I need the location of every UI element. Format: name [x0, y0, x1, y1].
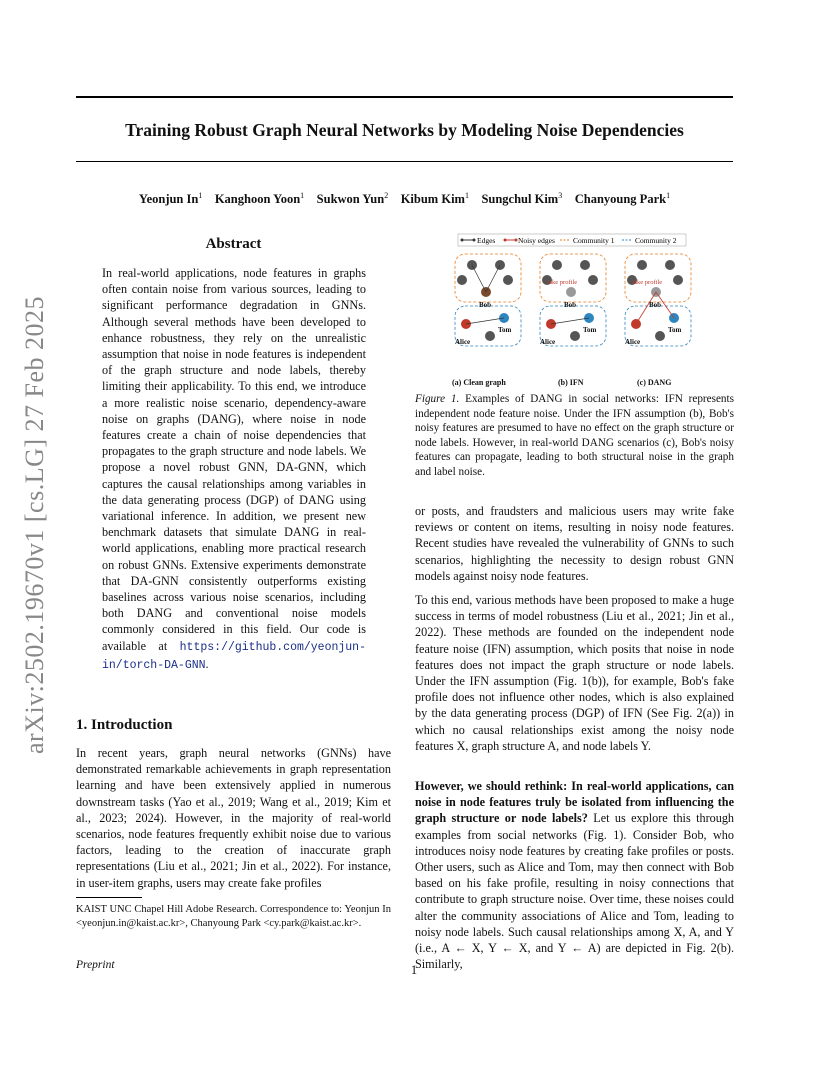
footnote: KAIST UNC Chapel Hill Adobe Research. Correspondence to: Yeonjun In <yeonjun.in@kaist.ac.kr>, Chanyoung Park <cy.park@kaist.ac.kr>. [76, 904, 391, 929]
panel-label-b: (b) IFN [558, 378, 584, 387]
figure-1 [450, 232, 700, 392]
panel-label-a: (a) Clean graph [452, 378, 506, 387]
col2-paragraph-1: or posts, and fraudsters and malicious users may write fake reviews or content on items, resulting in noisy node features. Recent studies have revealed the vulnerability of GNNs to such scenarios, highlighting the necessity to design robust GNN models against noisy node features. [415, 504, 734, 583]
preprint-label: Preprint [76, 959, 115, 971]
author: Kanghoon Yoon [214, 192, 301, 207]
rethink-question: However, we should rethink: In real-world applications, can noise in node features truly be isolated from influencing the graph structure or node labels? [415, 779, 734, 826]
author: Sungchul Kim [481, 192, 559, 207]
svg-text:Bob: Bob [649, 301, 662, 309]
top-rule [76, 96, 733, 98]
section-heading: 1. Introduction [76, 717, 173, 733]
figure-caption: Figure 1. Examples of DANG in social networks: IFN represents independent node feature noise. Under the IFN assumption (b), Bob's noisy features are presumed to have no effect on the graph structure or node labels. However, in real-world DANG scenarios (c), Bob's noisy features can propagate, leading to both structural noise in the graph and label noise. [415, 393, 734, 478]
code-link[interactable]: https://github.com/yeonjun-in/torch-DA-GNN [102, 640, 366, 672]
caption-label: Figure 1. [415, 393, 460, 405]
figure-graphic [450, 232, 700, 392]
col2-paragraph-2: To this end, various methods have been proposed to make a huge success in terms of model robustness (Liu et al., 2021; Jin et al., 2022). These methods are founded on the independent node feature noise (IFN) assumption, which posits that noise in node features does not impact the graph structure or node labels. Under the IFN assumption (Fig. 1(b)), for example, Bob's fake profile does not influence other nodes, which is also explained by the data generating process (DGP) of IFN (See Fig. 2(a)) in which no causal relationships exist among the noisy node features X, graph structure A, and node labels Y. [415, 593, 734, 753]
svg-text:fake profile: fake profile [632, 279, 663, 286]
author: Kibum Kim [400, 192, 465, 207]
legend-community-2: Community 2 [635, 236, 677, 245]
legend-community-1: Community 1 [573, 236, 615, 245]
footnote-rule [76, 897, 142, 898]
abstract-heading: Abstract [205, 236, 262, 252]
author: Chanyoung Park [574, 192, 667, 207]
legend-edges: Edges [477, 236, 496, 245]
svg-text:Alice: Alice [455, 338, 471, 346]
svg-text:Tom: Tom [583, 326, 597, 334]
paper-title: Training Robust Graph Neural Networks by Modeling Noise Dependencies [125, 120, 684, 140]
author: Yeonjun In [138, 192, 199, 207]
svg-text:Tom: Tom [498, 326, 512, 334]
abstract-body: In real-world applications, node features in graphs often contain noise from various sources, leading to significant performance degradation in GNNs. Although several methods have been developed to enhance robustness, they rely on the unrealistic assumption that noise in node features is independent of the graph structure and node labels, thereby limiting their applicability. To this end, we introduce a more realistic noise scenario, dependency-aware noise on graphs (DANG), where noise in node features create a chain of noise dependencies that propagates to the graph structure and node labels. We propose a novel robust GNN, DA-GNN, which captures the causal relationships among variables in the data generating process (DGP) of DANG using variational inference. In addition, we present new benchmark datasets that simulate DANG in real-world applications, enabling more practical research on robust GNNs. Extensive experiments demonstrate that DA-GNN consistently outperforms existing baselines across various noise scenarios, including both DANG and conventional noise models commonly considered in this field. Our code is available at https://github.com/yeonjun-in/torch-DA-GNN. [102, 266, 366, 672]
author-list: Yeonjun In$^1$ Kanghoon Yoon$^1$ Sukwon Yun$^2$ Kibum Kim$^1$ Sungchul Kim$^3$ Chanyoung Park$^1$ [138, 191, 671, 207]
panel-label-c: (c) DANG [637, 378, 672, 387]
svg-text:Bob: Bob [479, 301, 492, 309]
svg-text:Alice: Alice [540, 338, 556, 346]
legend-noisy-edges: Noisy edges [518, 236, 555, 245]
svg-text:Alice: Alice [625, 338, 641, 346]
svg-text:fake profile: fake profile [547, 279, 578, 286]
panel-b [540, 254, 606, 346]
svg-text:Bob: Bob [564, 301, 577, 309]
panel-c [625, 254, 691, 346]
author: Sukwon Yun [316, 192, 385, 207]
intro-paragraph: In recent years, graph neural networks (GNNs) have demonstrated remarkable achievements in graph representation learning and have been extensively applied in numerous downstream tasks (Yao et al., 2019; Wang et al., 2019; Kim et al., 2023; 2024). However, in the majority of real-world scenarios, node features frequently exhibit noise due to various factors, leading to the creation of inaccurate graph representations (Liu et al., 2021; Jin et al., 2022). For instance, in user-item graphs, users may create fake profiles [76, 746, 391, 890]
col2-paragraph-3: However, we should rethink: In real-world applications, can noise in node features truly be isolated from influencing the graph structure or node labels? Let us explore this through examples from social networks (Fig. 1). Consider Bob, who introduces noisy node features by creating fake profiles or posts. Other users, such as Alice and Tom, may then connect with Bob based on his fake profile, resulting in noisy connections that contribute to graph structure noise. Over time, these noises could alter the community associations of Alice and Tom, leading to noisy node labels. Such causal relationships among X, A, and Y (i.e., A ← X, Y ← X, and Y ← A) are depicted in Fig. 2(b). Similarly, [415, 779, 735, 972]
panel-a [455, 254, 521, 346]
title-rule [76, 161, 733, 162]
page-number: 1 [410, 963, 418, 977]
arxiv-stamp: arXiv:2502.19670v1 [cs.LG] 27 Feb 2025 [20, 295, 49, 755]
svg-text:Tom: Tom [668, 326, 682, 334]
